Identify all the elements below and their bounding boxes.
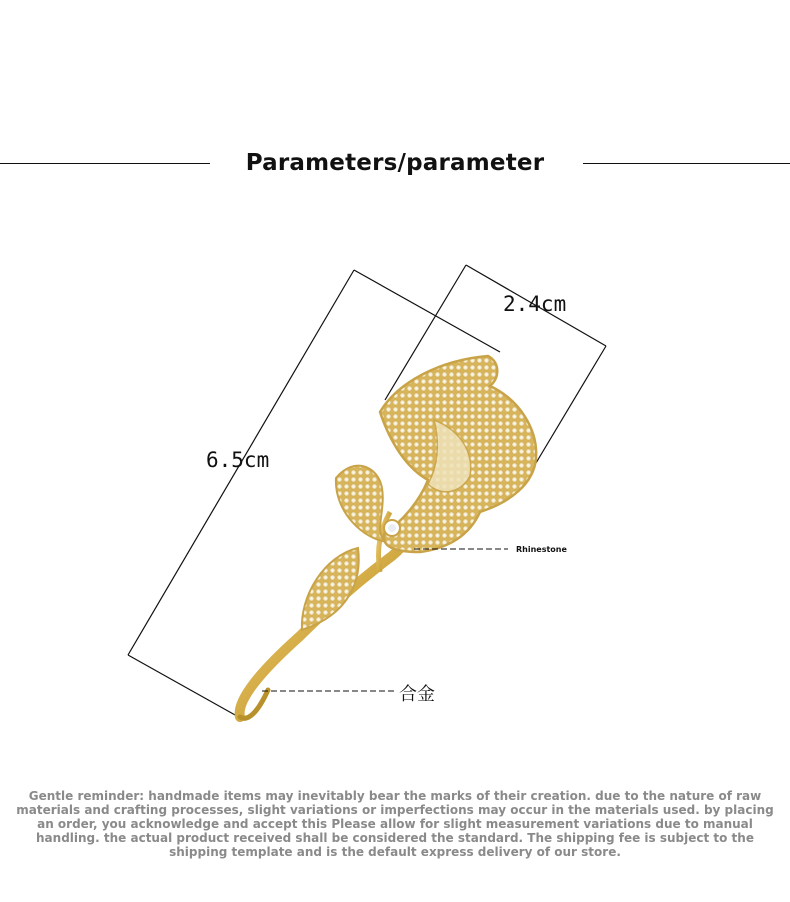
length-dim-tick-bottom [128, 655, 244, 720]
length-dimension-label: 6.5cm [206, 448, 270, 472]
rhinestone-gem [384, 520, 400, 536]
lower-leaf [302, 548, 359, 630]
alloy-label: 合金 [399, 684, 435, 705]
gentle-reminder-notice: Gentle reminder: handmade items may inevitably bear the marks of their creation. due to the nature of raw materials and crafting processes, slight variations or imperfections may occur in the materials used. by placing an order, you acknowledge and accept this Please allow for slight measurement variations due to manual handling. the actual product received shall be considered the standard. The shipping fee is subject to the shipping template and is the default express delivery of our store. [16, 789, 774, 859]
rhinestone-label: Rhinestone [516, 545, 567, 554]
length-dim-tick-top [354, 270, 500, 352]
upper-leaf [336, 466, 388, 542]
width-dim-bottom [527, 346, 606, 478]
width-dimension-label: 2.4cm [503, 292, 567, 316]
page-title: Parameters/parameter [245, 150, 545, 176]
